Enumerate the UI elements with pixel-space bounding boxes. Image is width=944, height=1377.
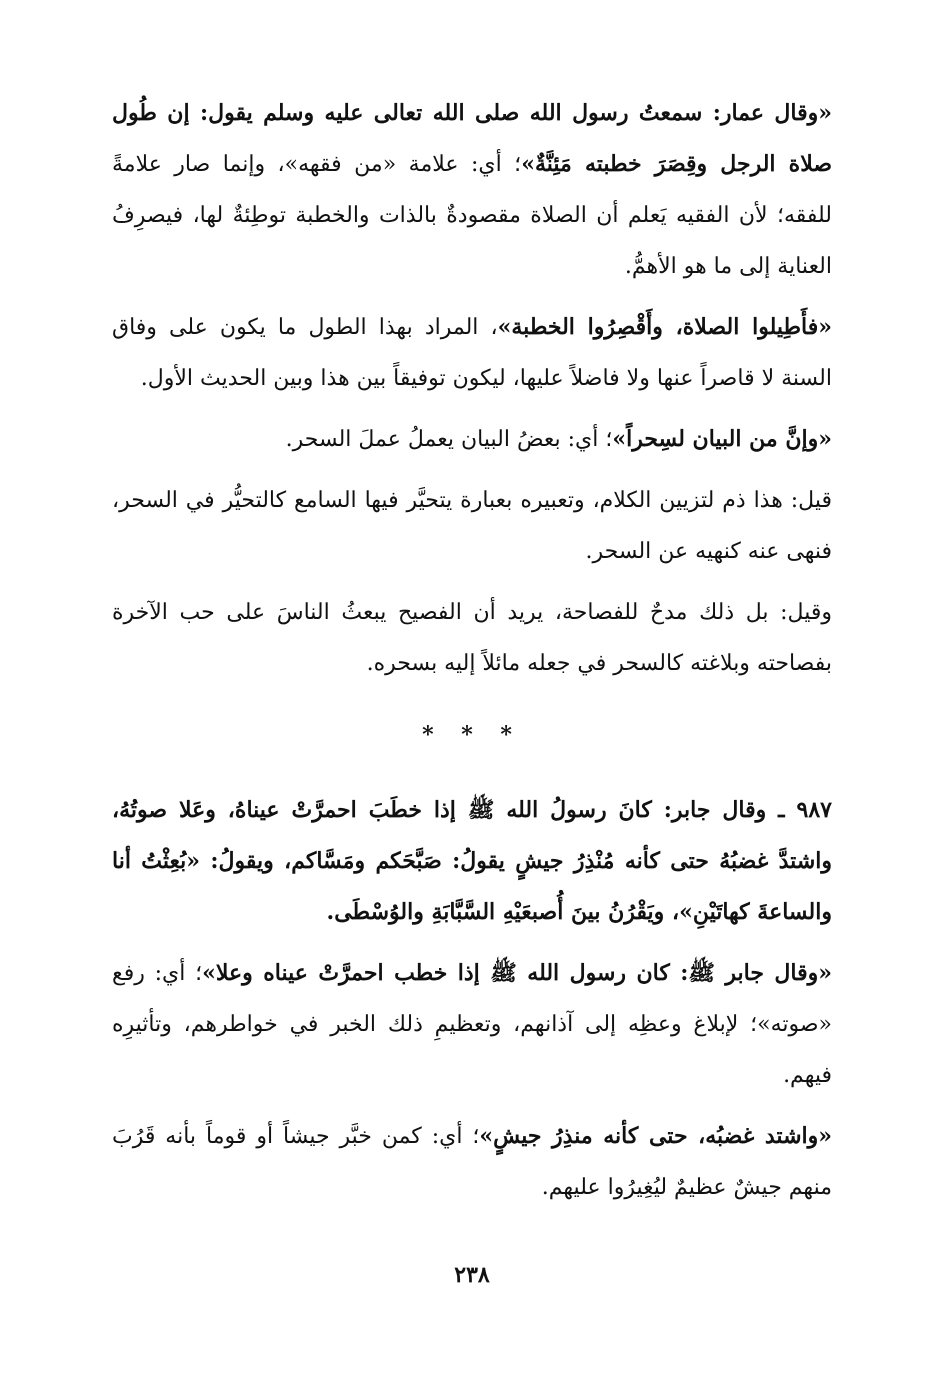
paragraph-jabir	[112, 948, 832, 1101]
paragraph-ammar	[112, 88, 832, 292]
commentary-text: ؛ أي: بعضُ البيان يعملُ عملَ السحر.	[285, 427, 613, 452]
commentary-text: ؛ أي: كمن خبَّر جيشاً أو قوماً بأنه قَرُبَ منهم جيشٌ عظيمٌ ليُغِيرُوا عليهم.	[112, 1124, 832, 1200]
paragraph-qila-1	[112, 475, 832, 577]
hadith-quote: «فأَطِيلوا الصلاة، وأَقْصِرُوا الخطبة»	[497, 314, 832, 340]
hadith-987: ٩٨٧ ـ وقال جابر: كانَ رسولُ الله ﷺ إذا خطَبَ احمرَّتْ عيناهُ، وعَلا صوتُهُ، واشتدَّ غضبُهُ حتى كأنه مُنْذِرُ جيشٍ يقولُ: صَبَّحَكم ومَسَّاكم، ويقولُ: «بُعِثْتُ أنا والساعةَ كهاتَيْنِ»، ويَقْرُنُ بينَ أُصبعَيْهِ السَّبَّابَةِ والوُسْطَى.	[112, 797, 832, 925]
hadith-quote: «وقال جابر ﷺ: كان رسول الله ﷺ إذا خطب احمرَّتْ عيناه وعلا»	[202, 960, 832, 986]
hadith-quote: «واشتد غضبُه، حتى كأنه منذِرُ جيشٍ»	[479, 1123, 832, 1149]
paragraph-bayan	[112, 414, 832, 465]
page-number: ٢٣٨	[454, 1262, 490, 1288]
paragraph-qila-2	[112, 587, 832, 689]
page-body	[112, 88, 832, 1223]
hadith-quote: «وإنَّ من البيان لسِحراً»	[612, 426, 832, 452]
commentary-text: ، المراد بهذا الطول ما يكون على وفاق السنة لا قاصراً عنها ولا فاضلاً عليها، ليكون توفيقاً بين هذا وبين الحديث الأول.	[112, 315, 832, 391]
paragraph-anger	[112, 1111, 832, 1213]
hadith-quote: «وقال عمار: سمعتُ رسول الله صلى الله تعالى عليه وسلم يقول: إن طُول صلاة الرجل وقِصَرَ خطبته مَئِنَّةٌ»	[112, 100, 832, 177]
commentary-text: ؛ أي: رفع «صوته»؛ لإبلاغ وعظِه إلى آذانهم، وتعظيمِ ذلك الخبر في خواطرهم، وتأثيرِه فيهم.	[112, 961, 832, 1088]
commentary-text: قيل: هذا ذم لتزيين الكلام، وتعبيره بعبارة يتحيَّر فيها السامع كالتحيُّر في السحر، فنهى عنه كنهيه عن السحر.	[112, 488, 832, 564]
commentary-text: وقيل: بل ذلك مدحٌ للفصاحة، يريد أن الفصيح يبعثُ الناسَ على حب الآخرة بفصاحته وبلاغته كالسحر في جعله مائلاً إليه بسحره.	[112, 600, 832, 676]
commentary-text: ؛ أي: علامة «من فقهه»، وإنما صار علامةً للفقه؛ لأن الفقيه يَعلم أن الصلاة مقصودةٌ بالذات والخطبة توطِئةٌ لها، فيصرِفُ العناية إلى ما هو الأهمُّ.	[112, 152, 832, 279]
section-separator: * * *	[422, 722, 522, 748]
paragraph-prolong-prayer	[112, 302, 832, 404]
